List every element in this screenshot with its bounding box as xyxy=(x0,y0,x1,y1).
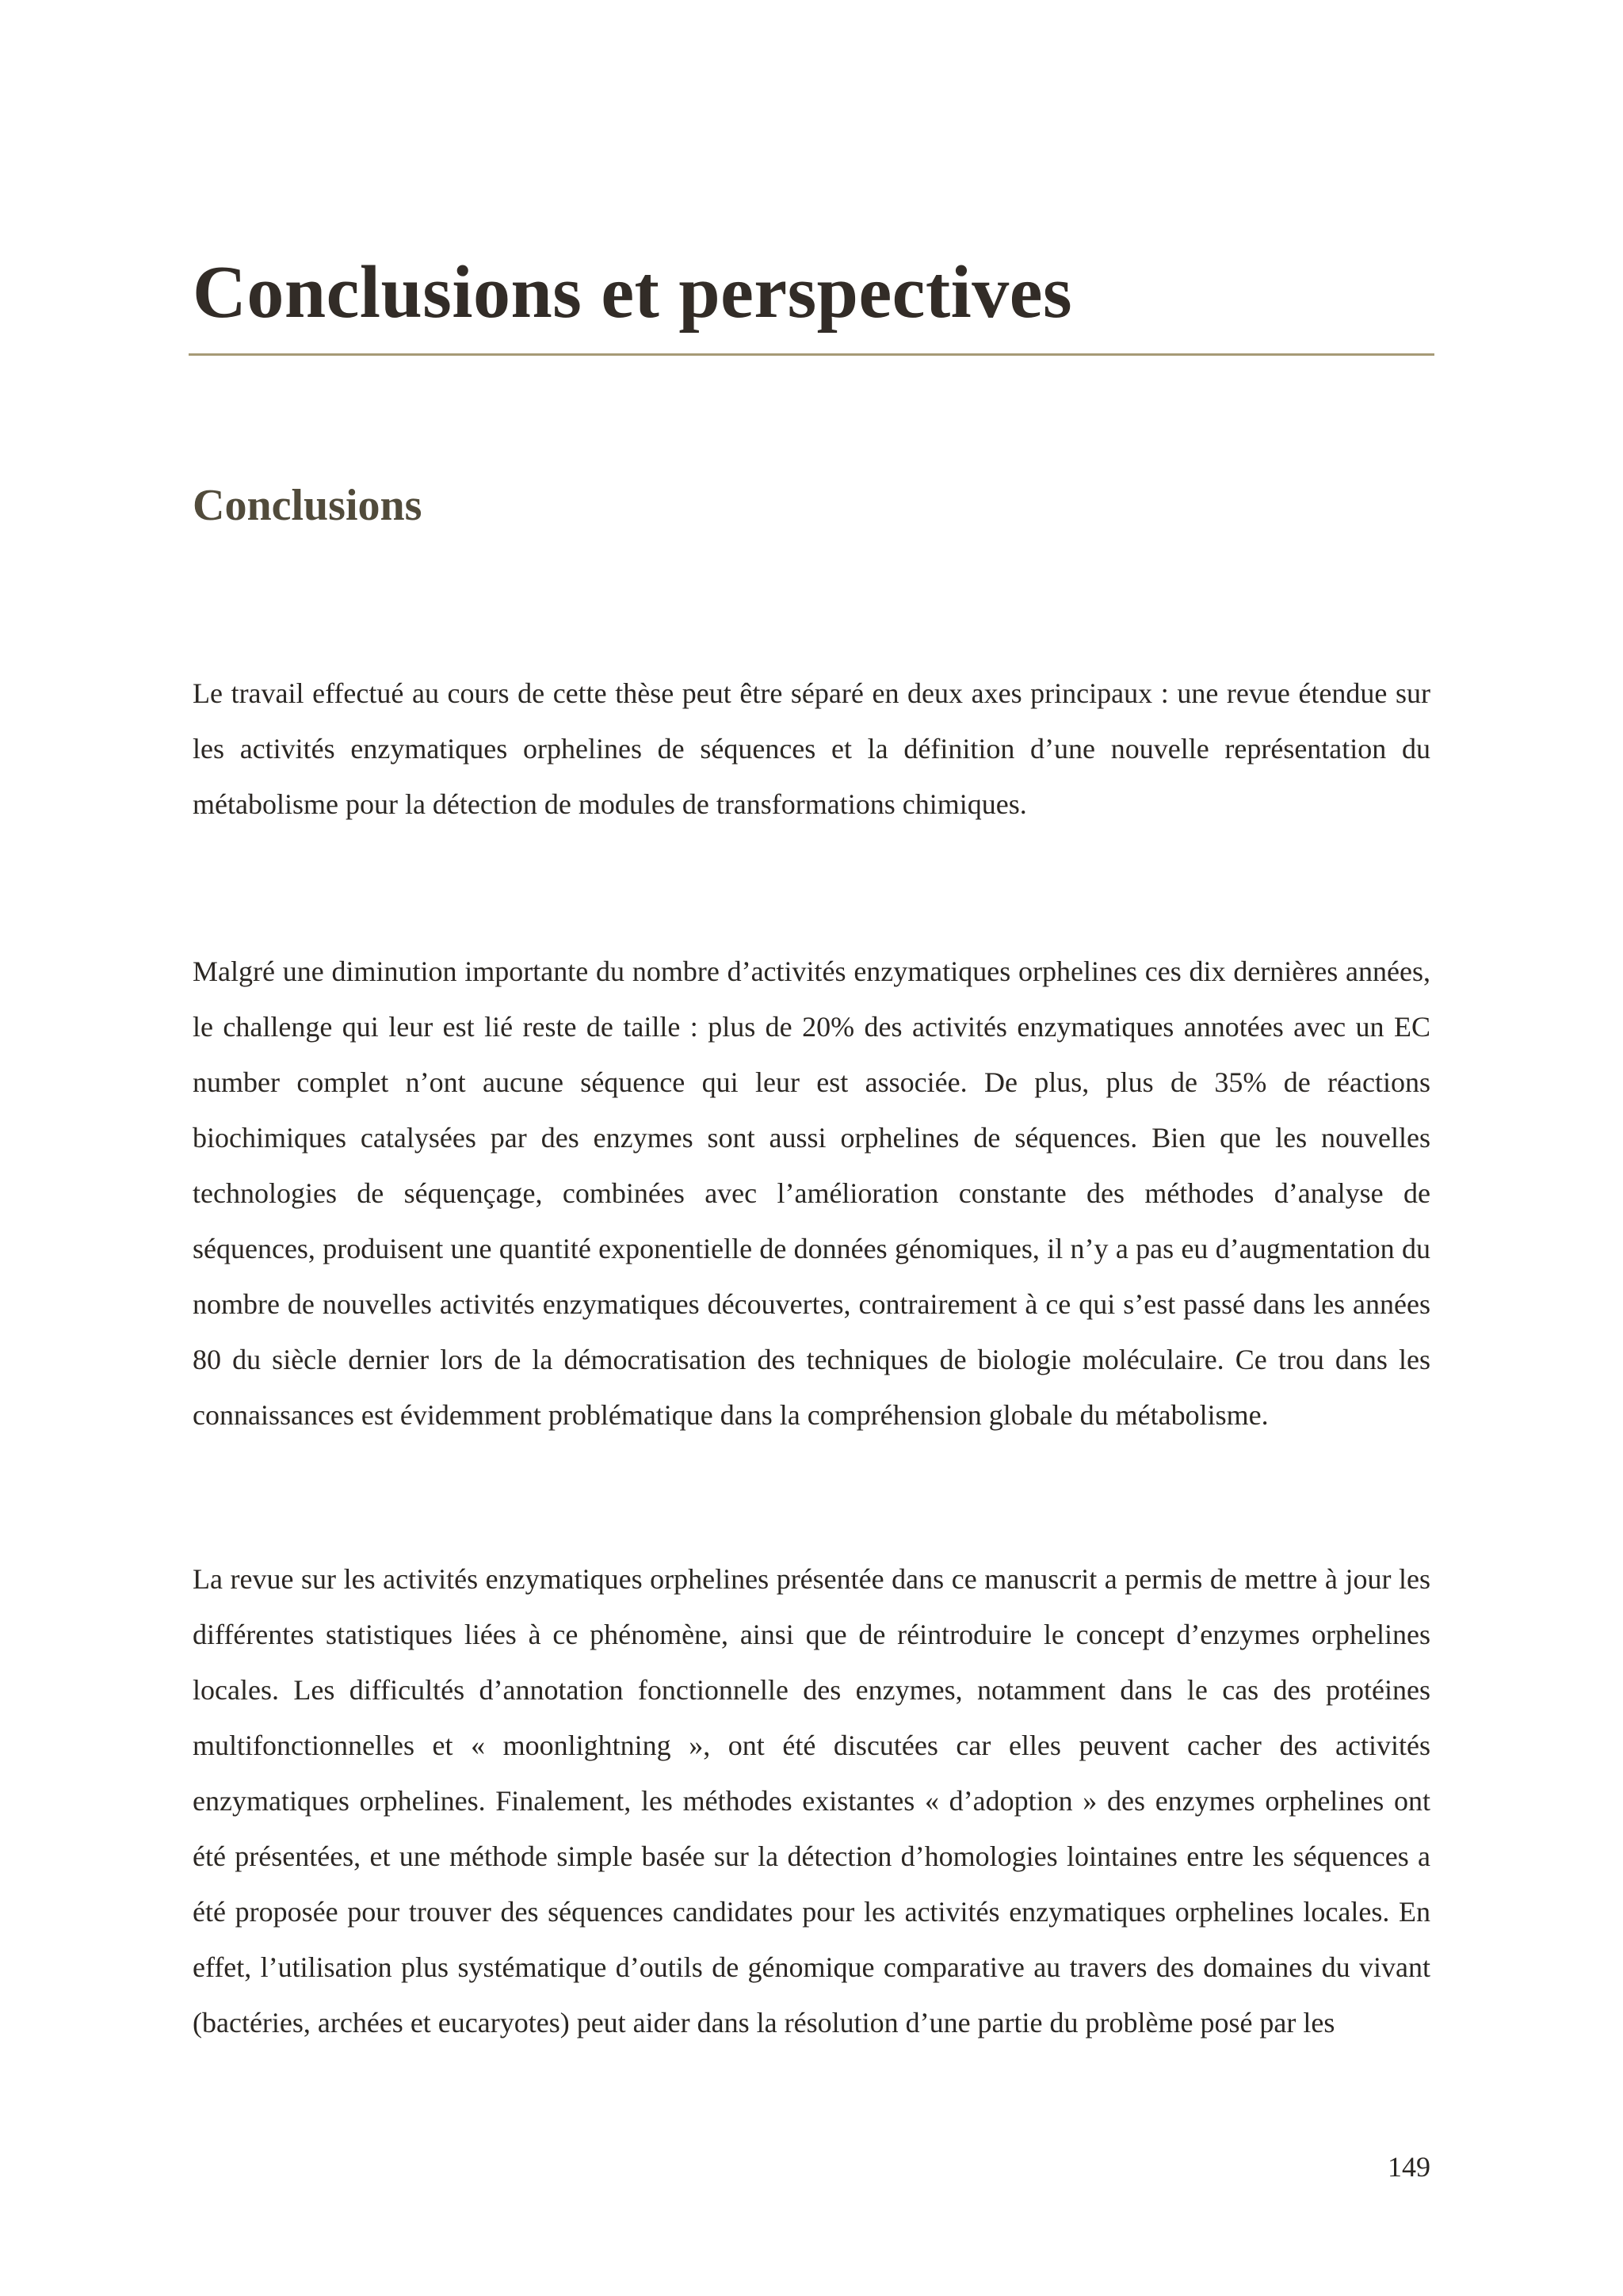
paragraph-2: Malgré une diminution importante du nombre d’activités enzymatiques orphelines ces dix dernières années, le challenge qui leur est lié reste de taille : plus de 20% des activités enzymatiques annotées avec un EC number complet n’ont aucune séquence qui leur est associée. De plus, plus de 35% de réactions biochimiques catalysées par des enzymes sont aussi orphelines de séquences. Bien que les nouvelles technologies de séquençage, combinées avec l’amélioration constante des méthodes d’analyse de séquences, produisent une quantité exponentielle de données génomiques, il n’y a pas eu d’augmentation du nombre de nouvelles activités enzymatiques découvertes, contrairement à ce qui s’est passé dans les années 80 du siècle dernier lors de la démocratisation des techniques de biologie moléculaire. Ce trou dans les connaissances est évidemment problématique dans la compréhension globale du métabolisme. xyxy=(193,955,1430,1431)
chapter-title: Conclusions et perspectives xyxy=(193,251,1073,334)
page-number: 149 xyxy=(1388,2151,1430,2183)
paragraph-3: La revue sur les activités enzymatiques orphelines présentée dans ce manuscrit a permis de mettre à jour les différentes statistiques liées à ce phénomène, ainsi que de réintroduire le concept d’enzymes orphelines locales. Les difficultés d’annotation fonctionnelle des enzymes, notamment dans le cas des protéines multifonctionnelles et « moonlightning », ont été discutées car elles peuvent cacher des activités enzymatiques orphelines. Finalement, les méthodes existantes « d’adoption » des enzymes orphelines ont été présentées, et une méthode simple basée sur la détection d’homologies lointaines entre les séquences a été proposée pour trouver des séquences candidates pour les activités enzymatiques orphelines locales. En effet, l’utilisation plus systématique d’outils de génomique comparative au travers des domaines du vivant (bactéries, archées et eucaryotes) peut aider dans la résolution d’une partie du problème posé par les xyxy=(193,1563,1430,2039)
title-underline-rule xyxy=(189,353,1434,356)
section-title: Conclusions xyxy=(193,481,422,530)
paragraph-1: Le travail effectué au cours de cette thèse peut être séparé en deux axes principaux : une revue étendue sur les activités enzymatiques orphelines de séquences et la définition d’une nouvelle représentation du métabolisme pour la détection de modules de transformations chimiques. xyxy=(193,677,1430,820)
